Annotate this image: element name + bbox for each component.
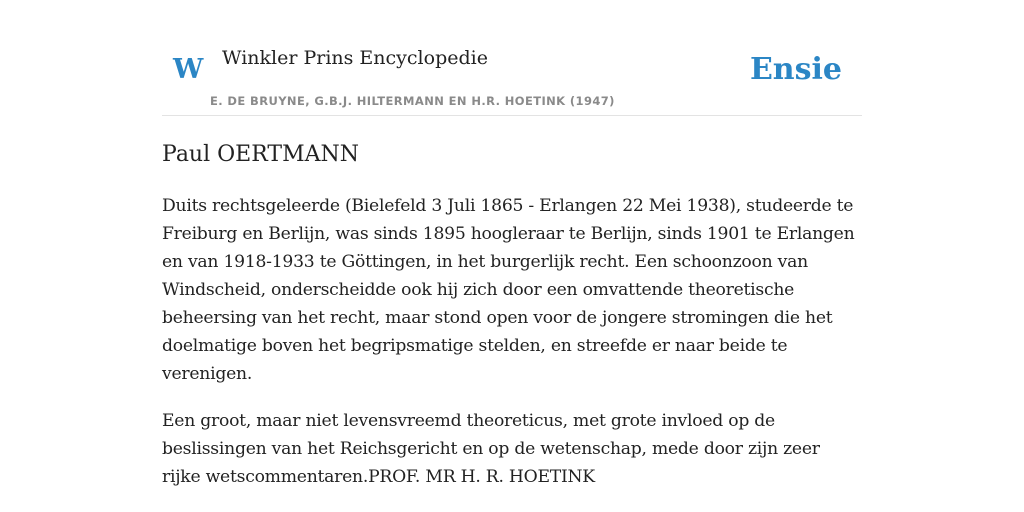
publication-title[interactable]: Winkler Prins Encyclopedie [222,47,488,69]
publication-logo[interactable]: W [173,54,204,85]
article-body [162,192,862,510]
publication-authors: E. DE BRUYNE, G.B.J. HILTERMANN EN H.R. HOETINK (1947) [210,94,615,108]
header-divider [162,115,862,116]
article-paragraph: Duits rechtsgeleerde (Bielefeld 3 Juli 1865 - Erlangen 22 Mei 1938), studeerde te Freiburg en Berlijn, was sinds 1895 hoogleraar te Berlijn, sinds 1901 te Erlangen en van 1918-1933 te Göttingen, in het burgerlijk recht. Een schoonzoon van Windscheid, onderscheidde ook hij zich door een omvattende theoretische beheersing van het recht, maar stond open voor de jongere stromingen die het doelmatige boven het begripsmatige stelden, en streefde er naar beide te verenigen. [162,196,855,384]
ensie-logo[interactable]: Ensie [749,52,842,87]
article-paragraph: Een groot, maar niet levensvreemd theoreticus, met grote invloed op de beslissingen van het Reichsgericht en op de wetenschap, mede door zijn zeer rijke wetscommentaren.PROF. MR H. R. HOETINK [162,411,820,487]
article-title: Paul OERTMANN [162,142,359,167]
